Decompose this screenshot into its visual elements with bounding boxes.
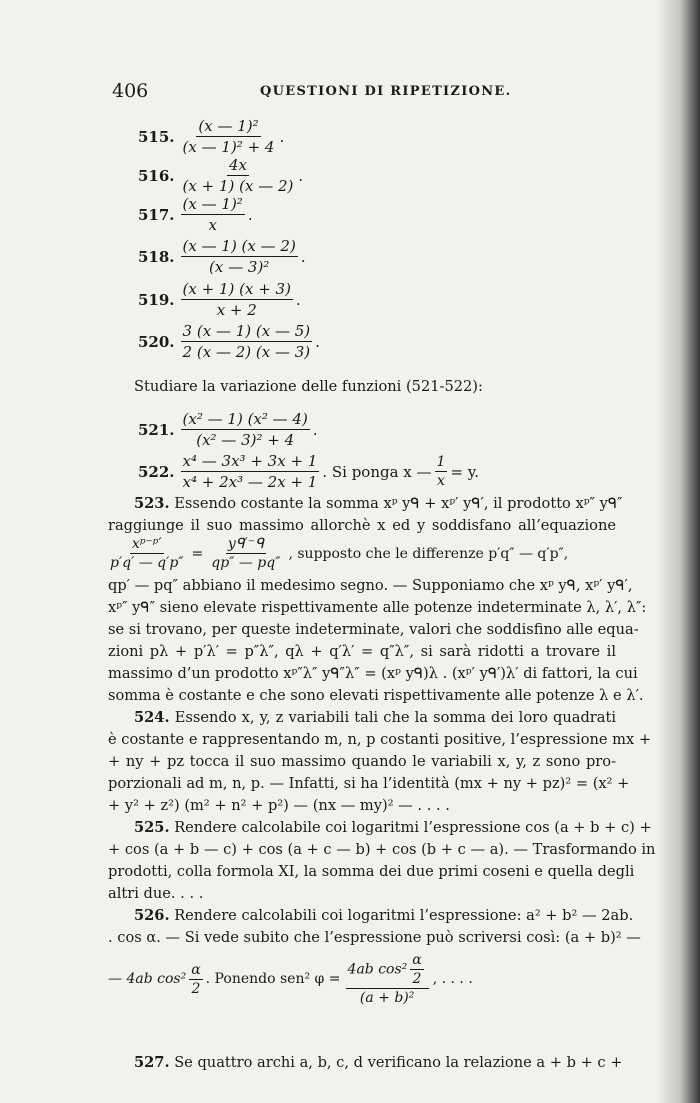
exercise-526-line-2: . cos α. — Si vede subito che l’espressione può scriversi così: (a + b)² — [108, 929, 641, 946]
exercise-522: 522. $\frac{\text{x⁴ — 3x³ + 3x + 1}}{\text{x⁴ + 2x³ — 2x + 1}}$ . Si ponga x — $\frac{1}{x}$ = y. [138, 452, 480, 491]
fraction: $\frac{\text{(x — 1)²}}{\text{(x — 1)² + 4}}$ [182, 117, 275, 156]
page-header [112, 80, 612, 102]
exercise-525-line-2: + cos (a + b — c) + cos (a + c — b) + cos (b + c — a). — Trasformando in [108, 841, 656, 858]
exercise-525-line-3: prodotti, colla formola XI, la somma dei due primi coseni e quella degli [108, 863, 635, 880]
fraction: $\frac{(x + 1) (x + 3)}{x + 2}$ [182, 280, 291, 319]
exercise-517: 517. $\frac{\text{(x — 1)²}}{x}$ . [138, 195, 253, 234]
exercise-515: 515. $\frac{\text{(x — 1)²}}{\text{(x — 1)² + 4}}$ . [138, 117, 285, 156]
page-edge-shadow [656, 0, 700, 1103]
fraction: $\frac{\text{xᵖ⁻ᵖ′}}{p'q' — q'p''}$ [110, 536, 184, 571]
fraction-small: $\frac{\alpha}{2}$ [191, 961, 201, 997]
fraction: $\frac{(x — 1) (x — 2)}{\text{(x — 3)²}}$ [182, 237, 296, 276]
study-instruction: Studiare la variazione delle funzioni (521-522): [134, 378, 483, 395]
exercise-524-line-1: 524. Essendo x, y, z variabili tali che la somma dei loro quadrati [134, 709, 617, 726]
fraction: $\frac{\text{(x — 1)²}}{x}$ [182, 195, 243, 234]
exercise-516: 516. $\frac{4x}{(x + 1) (x — 2)}$ . [138, 156, 304, 195]
exercise-526-line-1: 526. Rendere calcolabili coi logaritmi l’espressione: a² + b² — 2ab. [134, 907, 634, 924]
exercise-523-line-7: zioni pλ + p′λ′ = p″λ″, qλ + q′λ′ = q″λ″, si sarà ridotti a trovare il [108, 643, 616, 660]
fraction: $\frac{\text{yᑫ′⁻ᑫ}}{qp'' — pq''}$ [211, 536, 281, 571]
exercise-523-line-1: 523. Essendo costante la somma xᵖ yᑫ + xᵖ′ yᑫ′, il prodotto xᵖ″ yᑫ″ [134, 495, 623, 512]
exercise-518: 518. $\frac{(x — 1) (x — 2)}{\text{(x — 3)²}}$ . [138, 237, 306, 276]
exercise-524-line-3: + ny + pz tocca il suo massimo quando le variabili x, y, z sono pro- [108, 753, 616, 770]
exercise-520: 520. $\frac{3 (x — 1) (x — 5)}{2 (x — 2) (x — 3)}$ . [138, 322, 320, 361]
exercise-523-line-8: massimo d’un prodotto xᵖ″λ″ yᑫ″λ″ = (xᵖ yᑫ)λ . (xᵖ′ yᑫ′)λ′ di fattori, la cui [108, 665, 638, 682]
exercise-521: 521. $\frac{\text{(x² — 1) (x² — 4)}}{\text{(x² — 3)² + 4}}$ . [138, 410, 318, 449]
exercise-526-equation: — 4ab cos² $\frac{\alpha}{2}$ . Ponendo sen² φ = 4ab cos² $\frac{\alpha}{2}$ (a + b)² , . . . . [108, 952, 473, 1006]
exercise-523-line-4: qp′ — pq″ abbiano il medesimo segno. — Supponiamo che xᵖ yᑫ, xᵖ′ yᑫ′, [108, 577, 633, 594]
exercise-525-line-1: 525. Rendere calcolabile coi logaritmi l’espressione cos (a + b + c) + [134, 819, 652, 836]
exercise-527-line-1: 527. Se quattro archi a, b, c, d verificano la relazione a + b + c + [134, 1054, 623, 1071]
fraction-small: $\frac{1}{x}$ [436, 454, 446, 489]
exercise-519: 519. $\frac{(x + 1) (x + 3)}{x + 2}$ . [138, 280, 301, 319]
page-number: 406 [112, 80, 149, 102]
exercise-523-line-5: xᵖ″ yᑫ″ sieno elevate rispettivamente alle potenze indeterminate λ, λ′, λ″: [108, 599, 647, 616]
fraction: $\frac{3 (x — 1) (x — 5)}{2 (x — 2) (x — 3)}$ [182, 322, 311, 361]
exercise-524-line-5: + y² + z²) (m² + n² + p²) — (nx — my)² — . . . . [108, 797, 450, 814]
exercise-523-line-6: se si trovano, per queste indeterminate, valori che soddisfino alle equa- [108, 621, 639, 638]
exercise-524-line-2: è costante e rappresentando m, n, p costanti positive, l’espressione mx + [108, 731, 652, 748]
exercise-525-line-4: altri due. . . . [108, 885, 204, 902]
fraction-small: $\frac{\alpha}{2}$ [412, 952, 422, 987]
exercise-523-equation: $\frac{\text{xᵖ⁻ᵖ′}}{p'q' — q'p''}$ = $\frac{\text{yᑫ′⁻ᑫ}}{qp'' — pq''}$ , supposto che le differenze p′q″ — q′p″, [110, 536, 569, 571]
fraction: $\frac{\text{(x² — 1) (x² — 4)}}{\text{(x² — 3)² + 4}}$ [182, 410, 308, 449]
exercise-523-line-2: raggiunge il suo massimo allorchè x ed y soddisfano all’equazione [108, 517, 616, 534]
exercise-524-line-4: porzionali ad m, n, p. — Infatti, si ha l’identità (mx + ny + pz)² = (x² + [108, 775, 630, 792]
fraction: 4ab cos² $\frac{\alpha}{2}$ (a + b)² [346, 952, 429, 1006]
running-head: QUESTIONI DI RIPETIZIONE. [260, 84, 512, 99]
exercise-523-line-9: somma è costante e che sono elevati rispettivamente alle potenze λ e λ′. [108, 687, 644, 704]
fraction: $\frac{4x}{(x + 1) (x — 2)}$ [182, 156, 294, 195]
fraction: $\frac{\text{x⁴ — 3x³ + 3x + 1}}{\text{x⁴ + 2x³ — 2x + 1}}$ [182, 452, 318, 491]
